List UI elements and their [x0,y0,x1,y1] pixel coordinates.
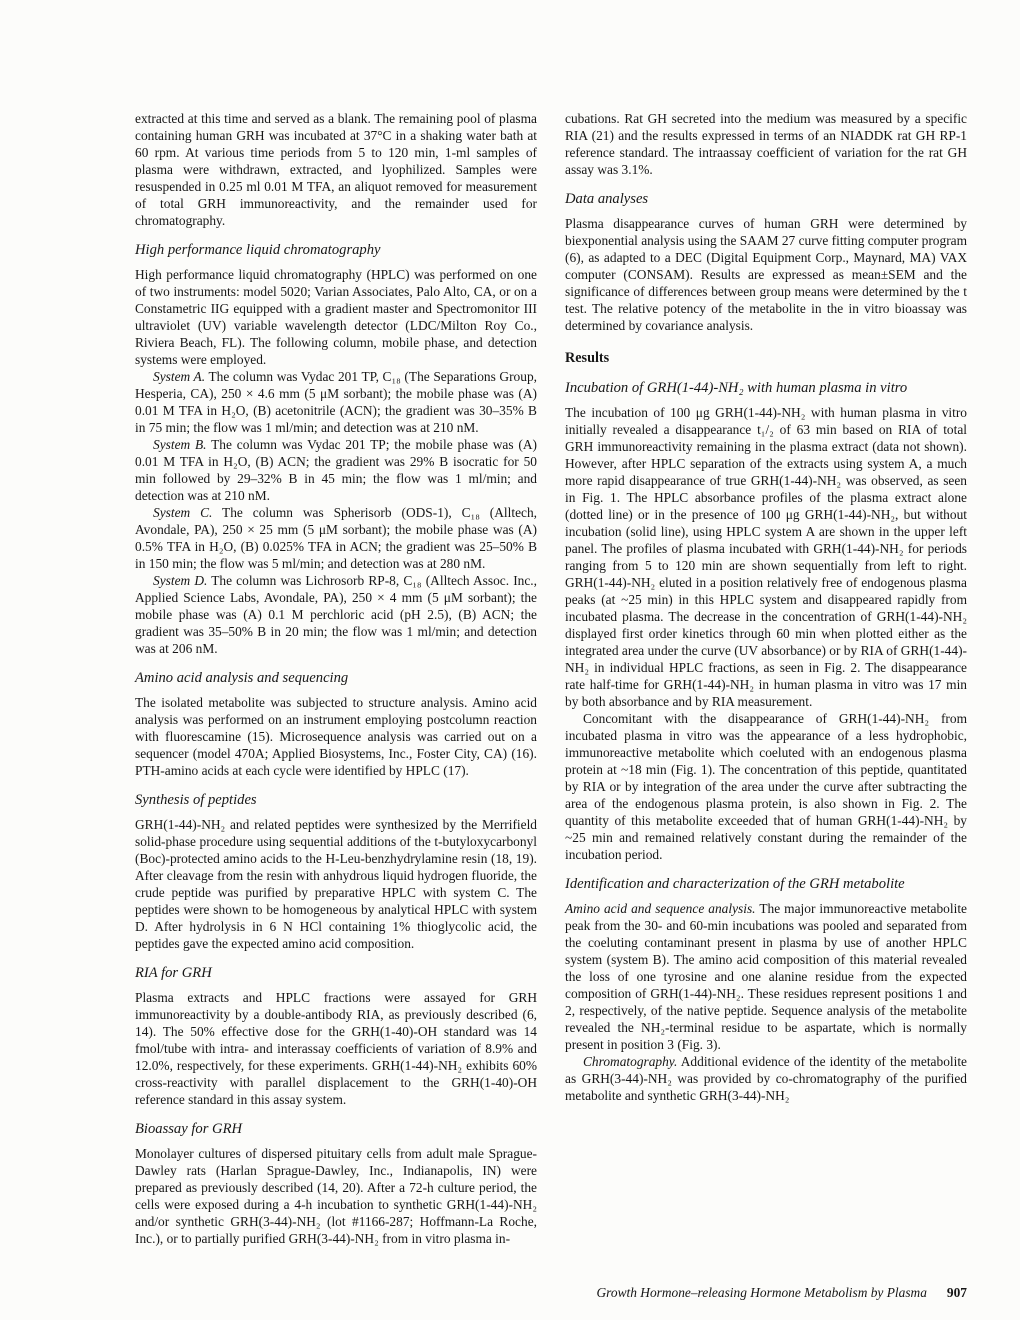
paragraph-text: The column was Vydac 201 TP; the mobile phase was (A) 0.01 M TFA in H₂O, (B) ACN; the gradient was 29% B isocratic for 50 min followed by 29–32% B in 45 min; the flow was 1 ml/min; and detection was at 210 nM. [135,437,537,503]
paragraph-text: High performance liquid chromatography (HPLC) was performed on one of two instruments: model 5020; Varian Associates, Palo Alto, CA, or on a Constametric IIG equipped with a gradient master and Spectromonitor III ultraviolet (UV) variable wavelength detector (LDC/Milton Roy Co., Riviera Beach, FL). The following column, mobile phase, and detection systems were employed. [135,267,537,367]
page-content [135,110,967,1247]
paragraph [135,816,537,952]
paragraph-amino-acid-analysis [565,900,967,1053]
section-heading-data-analyses: Data analyses [565,191,649,207]
paragraph [135,266,537,368]
paragraph-text: The column was Lichrosorb RP-8, C₁₈ (Alltech Assoc. Inc., Applied Science Labs, Avondale, PA), 250 × 4 mm (5 μM sorbant); the mobile phase was (A) 0.1 M perchloric acid (pH 2.5), (B) ACN; the gradient was 35–50% B in 20 min; the flow was 1 ml/min; and detection was at 206 nM. [135,573,537,656]
section-heading-ria: RIA for GRH [135,965,212,981]
section-heading-synthesis: Synthesis of peptides [135,792,257,808]
paragraph-lead: System B. [153,437,207,452]
paragraph [565,710,967,863]
paragraph-text: Monolayer cultures of dispersed pituitary cells from adult male Sprague-Dawley rats (Harlan Sprague-Dawley, Inc., Indianapolis, IN) were prepared as previously described (14, 20). After a 72-h culture period, the cells were exposed during a 4-h incubation to synthetic GRH(1-44)-NH₂ and/or synthetic GRH(3-44)-NH₂ (lot #1166-287; Hoffmann-La Roche, Inc.), or to partially purified GRH(3-44)-NH₂ from in vitro plasma in- [135,1146,537,1246]
paragraph-text: Concomitant with the disappearance of GRH(1-44)-NH₂ from incubated plasma in vitro was the appearance of a less hydrophobic, immunoreactive metabolite which coeluted with an endogenous plasma protein at ~18 min (Fig. 1). The concentration of this peptide, quantitated by RIA or by integration of the area under the curve after subtracting the area of the endogenous plasma protein, is also shown in Fig. 2. The quantity of this metabolite exceeded that of human GRH(1-44)-NH₂ by ~25 min and remained relatively constant during the remainder of the incubation period. [565,711,967,862]
section-heading-bioassay: Bioassay for GRH [135,1121,243,1137]
paragraph-text: The isolated metabolite was subjected to structure analysis. Amino acid analysis was performed on an instrument employing postcolumn reaction with fluorescamine (15). Microsequence analysis was carried out on a sequencer (model 470A; Applied Biosystems, Inc., Foster City, CA) (16). PTH-amino acids at each cycle were identified by HPLC (17). [135,695,537,778]
paragraph-chromatography [565,1053,967,1104]
left-column [135,110,537,1247]
paragraph-lead: Chromatography. [583,1054,678,1069]
section-heading-incubation: Incubation of GRH(1-44)-NH₂ with human plasma in vitro [565,380,908,396]
paragraph-lead: System D. [153,573,208,588]
paragraph-text: The column was Spherisorb (ODS-1), C₁₈ (Alltech, Avondale, PA), 250 × 25 mm (5 μM sorbant); the mobile phase was (A) 0.5% TFA in H₂O, (B) 0.025% TFA in ACN; the gradient was 25–50% B in 150 min; the flow was 5 ml/min; and detection was at 280 nM. [135,505,538,571]
paragraph-text: The incubation of 100 μg GRH(1-44)-NH₂ with human plasma in vitro initially revealed a disappearance t₁/₂ of 63 min based on RIA of total GRH immunoreactivity remaining in the plasma extract (data not shown). However, after HPLC separation of the extracts using system A, a much more rapid disappearance of true GRH(1-44)-NH₂ was observed, as seen in Fig. 1. The HPLC absorbance profiles of the plasma extract alone (dotted line) or in the presence of 100 μg GRH(1-44)-NH₂, but without incubation (solid line), using HPLC system A are shown in the upper left panel. The profiles of plasma incubated with GRH(1-44)-NH₂ for periods ranging from 5 to 120 min are shown sequentially from left to right. GRH(1-44)-NH₂ eluted in a position relatively free of endogenous plasma peaks (at ~25 min) in this HPLC system and disappeared rapidly from incubated plasma. The decrease in the concentration of GRH(1-44)-NH₂ displayed first order kinetics through 60 min when plotted either as the integrated area under the curve (UV absorbance) or by RIA of GRH(1-44)-NH₂ in individual HPLC fractions, as seen in Fig. 2. The disappearance rate half-time for GRH(1-44)-NH₂ in human plasma in vitro was 17 min by both absorbance and by RIA measurement. [565,405,967,709]
paragraph-lead: Amino acid and sequence analysis. [565,901,756,916]
page-footer [135,1285,967,1301]
section-heading-results: Results [565,350,610,366]
paragraph [565,404,967,710]
running-title: Growth Hormone–releasing Hormone Metabolism by Plasma [596,1285,927,1300]
paragraph-text: Additional evidence of the identity of the metabolite as GRH(3-44)-NH₂ was provided by co-chromatography of the purified metabolite and synthetic GRH(3-44)-NH₂ [565,1054,967,1103]
paragraph [135,694,537,779]
paragraph-system-d [135,572,537,657]
paragraph-text: Plasma disappearance curves of human GRH were determined by biexponential analysis using the SAAM 27 curve fitting computer program (6), as adapted to a DEC (Digital Equipment Corp., Maynard, MA) VAX computer (CONSAM). Results are expressed as mean±SEM and the significance of differences between group means were determined by the t test. The relative potency of the metabolite in the in vitro bioassay was determined by covariance analysis. [565,216,968,333]
paragraph-text: Plasma extracts and HPLC fractions were assayed for GRH immunoreactivity by a double-antibody RIA, as previously described (6, 14). The 50% effective dose for the GRH(1-40)-OH standard was 14 fmol/tube with intra- and interassay coefficients of variation of 8.9% and 12.0%, respectively, for these experiments. GRH(1-44)-NH₂ exhibits 60% cross-reactivity with parallel displacement to the GRH(1-40)-OH reference standard in this assay system. [135,990,537,1107]
paragraph-system-a [135,368,537,436]
page-number: 907 [946,1285,967,1300]
paragraph [565,110,967,178]
section-heading-hplc: High performance liquid chromatography [135,242,381,258]
paragraph-lead: System C. [153,505,213,520]
paragraph-text: cubations. Rat GH secreted into the medium was measured by a specific RIA (21) and the results expressed in terms of an NIADDK rat GH RP-1 reference standard. The intraassay coefficient of variation for the rat GH assay was 3.1%. [565,111,967,177]
paragraph-text: The column was Vydac 201 TP, C₁₈ (The Separations Group, Hesperia, CA), 250 × 4.6 mm (5 μM sorbant); the mobile phase was (A) 0.01 M TFA in H₂O, (B) acetonitrile (ACN); the gradient was 30–35% B in 75 min; the flow was 1 ml/min; and detection was at 210 nM. [135,369,537,435]
paragraph [565,215,967,334]
paragraph-system-c [135,504,537,572]
paragraph-text: The major immunoreactive metabolite peak from the 30- and 60-min incubations was pooled and separated from the coeluting contaminant present in plasma by use of another HPLC system (system B). The amino acid composition of this material revealed the loss of one tyrosine and one alanine residue from the expected composition of GRH(1-44)-NH₂. These residues represent positions 1 and 2, respectively, of the native peptide. Sequence analysis of the metabolite revealed the NH₂-terminal residue to be aspartate, which is normally present in position 3 (Fig. 3). [565,901,967,1052]
paragraph-lead: System A. [153,369,206,384]
paragraph-system-b [135,436,537,504]
paragraph-text: GRH(1-44)-NH₂ and related peptides were synthesized by the Merrifield solid-phase procedure using sequential additions of the t-butyloxycarbonyl (Boc)-protected amino acids to the H-Leu-benzhydrylamine resin (18, 19). After cleavage from the resin with anhydrous liquid hydrogen fluoride, the crude peptide was purified by preparative HPLC with system C. The peptides were shown to be homogeneous by analytical HPLC with system D. After hydrolysis in 6 N HCl containing 1% thioglycolic acid, the peptides gave the expected amino acid composition. [135,817,537,951]
paragraph [135,1145,537,1247]
right-column [565,110,967,1247]
paragraph [135,110,537,229]
paragraph-text: extracted at this time and served as a blank. The remaining pool of plasma containing human GRH was incubated at 37°C in a shaking water bath at 60 rpm. At various time periods from 5 to 120 min, 1-ml samples of plasma were withdrawn, extracted, and lyophilized. Samples were resuspended in 0.25 ml 0.01 M TFA, an aliquot removed for measurement of total GRH immunoreactivity, and the remainder used for chromatography. [135,111,537,228]
section-heading-identification: Identification and characterization of the GRH metabolite [565,876,905,892]
section-heading-amino-acid: Amino acid analysis and sequencing [135,670,349,686]
paragraph [135,989,537,1108]
